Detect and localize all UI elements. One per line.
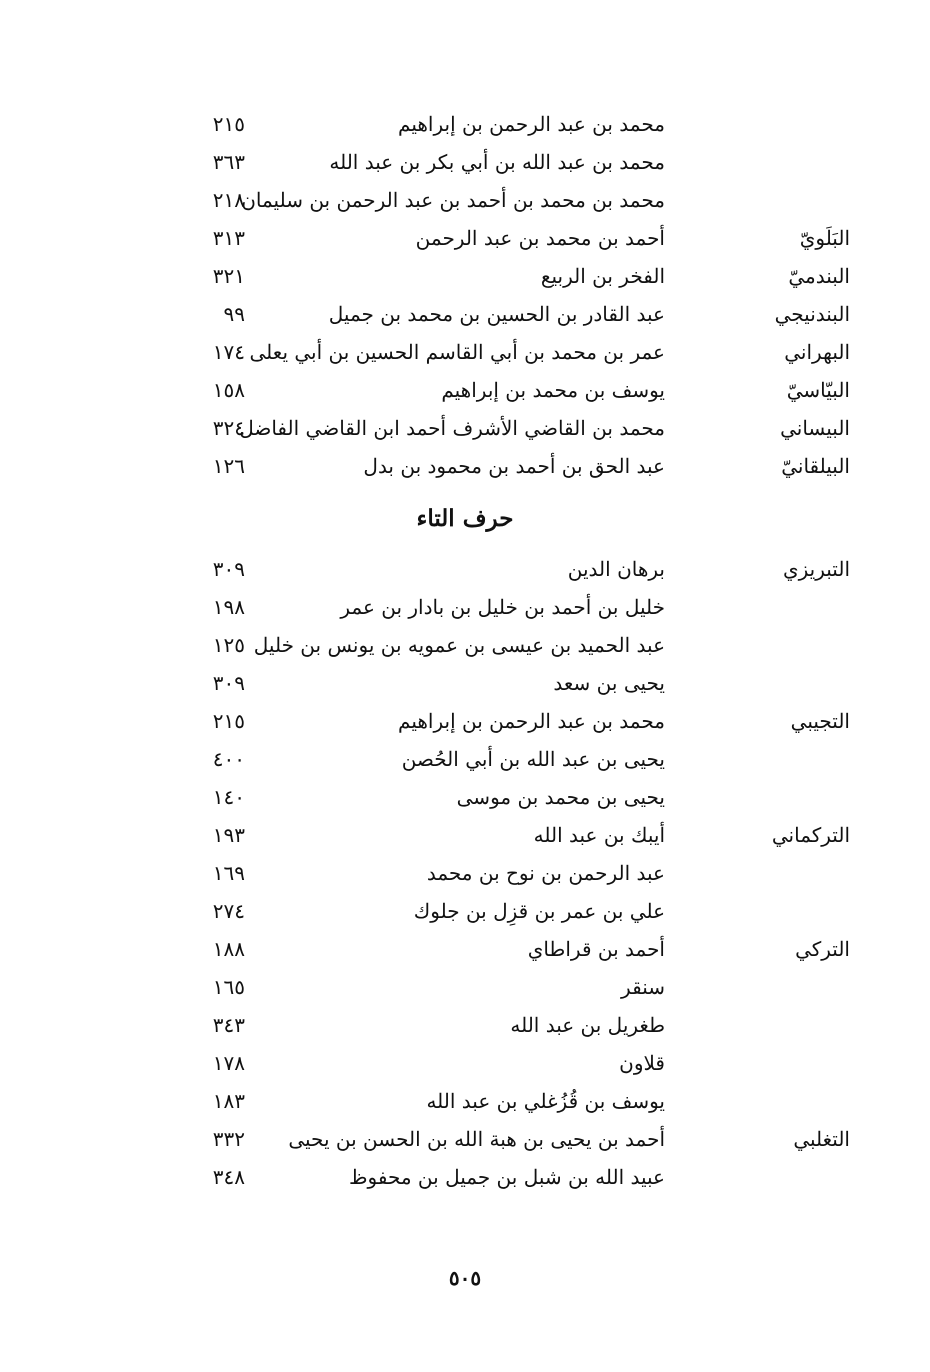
index-entry <box>190 452 860 490</box>
entry-name: عبد الرحمن بن نوح بن محمد <box>426 861 665 885</box>
entry-nisba: التركي <box>795 937 850 961</box>
index-entry <box>190 859 860 897</box>
index-entry <box>190 148 860 186</box>
entry-page: ١٧٤ <box>212 340 245 364</box>
entry-nisba: البيّاسيّ <box>786 378 850 402</box>
entry-page: ١٩٣ <box>212 823 245 847</box>
index-entry <box>190 262 860 300</box>
index-entry <box>190 338 860 376</box>
entry-page: ٤٠٠ <box>212 747 245 771</box>
index-entry <box>190 555 860 593</box>
entry-page: ١٦٩ <box>212 861 245 885</box>
entry-page: ٣٢١ <box>212 264 245 288</box>
index-entry <box>190 1163 860 1201</box>
entry-nisba: البَلَويّ <box>799 226 850 250</box>
index-entry <box>190 631 860 669</box>
index-entry <box>190 745 860 783</box>
entry-nisba: البيلقانيّ <box>781 454 850 478</box>
index-entry <box>190 186 860 224</box>
entry-name: علي بن عمر بن قزِل بن جلوك <box>413 899 665 923</box>
entry-nisba: البهراني <box>784 340 850 364</box>
index-entry <box>190 1087 860 1125</box>
letter-heading: حرف التاء <box>416 505 514 532</box>
entry-page: ٣٠٩ <box>212 557 245 581</box>
entry-name: خليل بن أحمد بن خليل بن بادار بن عمر <box>340 595 665 619</box>
entry-page: ١٨٣ <box>212 1089 245 1113</box>
entry-name: عبد الحق بن أحمد بن محمود بن بدل <box>363 454 665 478</box>
entry-page: ١٢٦ <box>212 454 245 478</box>
entry-nisba: التغلبي <box>793 1127 850 1151</box>
entry-name: يحيى بن عبد الله بن أبي الحُصن <box>401 747 665 771</box>
entry-name: محمد بن محمد بن أحمد بن عبد الرحمن بن سليمان <box>241 188 665 212</box>
entry-page: ١٧٨ <box>212 1051 245 1075</box>
entry-page: ٢١٥ <box>212 709 245 733</box>
index-entry <box>190 669 860 707</box>
entry-name: عبد الحميد بن عيسى بن عمويه بن يونس بن خليل <box>253 633 665 657</box>
entry-name: أيبك بن عبد الله <box>533 823 665 847</box>
index-entry <box>190 783 860 821</box>
index-section-ta <box>190 555 860 1201</box>
index-entry <box>190 821 860 859</box>
entry-name: يوسف بن قُزُغلي بن عبد الله <box>426 1089 665 1113</box>
entry-name: قلاون <box>619 1051 665 1075</box>
entry-page: ٢١٨ <box>212 188 245 212</box>
entry-page: ٢٧٤ <box>212 899 245 923</box>
page-number: ٥٠٥ <box>448 1266 482 1290</box>
entry-name: أحمد بن محمد بن عبد الرحمن <box>415 226 665 250</box>
entry-nisba: التبريزي <box>782 557 850 581</box>
entry-page: ٣٦٣ <box>212 150 245 174</box>
entry-page: ٣٢٤ <box>212 416 245 440</box>
entry-name: محمد بن عبد الرحمن بن إبراهيم <box>398 112 665 136</box>
entry-name: أحمد بن قراطاي <box>527 937 665 961</box>
index-entry <box>190 935 860 973</box>
entry-page: ٣٤٣ <box>212 1013 245 1037</box>
entry-nisba: البيساني <box>780 416 850 440</box>
entry-nisba: التجيبي <box>790 709 850 733</box>
entry-name: يحيى بن سعد <box>553 671 665 695</box>
entry-page: ١٩٨ <box>212 595 245 619</box>
index-entry <box>190 376 860 414</box>
entry-page: ١٨٨ <box>212 937 245 961</box>
entry-page: ١٤٠ <box>212 785 245 809</box>
entry-name: عمر بن محمد بن أبي القاسم الحسين بن أبي يعلى <box>249 340 665 364</box>
entry-name: محمد بن عبد الرحمن بن إبراهيم <box>398 709 665 733</box>
index-entry <box>190 897 860 935</box>
index-entry <box>190 1125 860 1163</box>
entry-page: ٢١٥ <box>212 112 245 136</box>
index-entry <box>190 300 860 338</box>
entry-page: ٩٩ <box>223 302 245 326</box>
entry-nisba: البندميّ <box>788 264 850 288</box>
index-entry <box>190 224 860 262</box>
entry-page: ٣٣٢ <box>212 1127 245 1151</box>
entry-name: يحيى بن محمد بن موسى <box>456 785 665 809</box>
entry-page: ٣٤٨ <box>212 1165 245 1189</box>
entry-name: سنقر <box>621 975 665 999</box>
entry-name: يوسف بن محمد بن إبراهيم <box>441 378 665 402</box>
entry-page: ١٦٥ <box>212 975 245 999</box>
index-entry <box>190 593 860 631</box>
index-entry <box>190 707 860 745</box>
entry-name: عبيد الله بن شبل بن جميل بن محفوظ <box>349 1165 665 1189</box>
entry-name: عبد القادر بن الحسين بن محمد بن جميل <box>328 302 665 326</box>
entry-page: ١٥٨ <box>212 378 245 402</box>
index-entry <box>190 414 860 452</box>
entry-name: محمد بن عبد الله بن أبي بكر بن عبد الله <box>329 150 665 174</box>
entry-name: الفخر بن الربيع <box>540 264 665 288</box>
entry-page: ١٢٥ <box>212 633 245 657</box>
entry-page: ٣٠٩ <box>212 671 245 695</box>
entry-page: ٣١٣ <box>212 226 245 250</box>
entry-name: أحمد بن يحيى بن هبة الله بن الحسن بن يحيى <box>288 1127 665 1151</box>
index-section-ba-continued <box>190 110 860 490</box>
index-entry <box>190 1011 860 1049</box>
entry-name: برهان الدين <box>567 557 665 581</box>
index-entry <box>190 973 860 1011</box>
entry-name: محمد بن القاضي الأشرف أحمد ابن القاضي الفاضل <box>239 416 665 440</box>
index-entry <box>190 1049 860 1087</box>
entry-nisba: التركماني <box>771 823 850 847</box>
entry-name: طغريل بن عبد الله <box>510 1013 665 1037</box>
index-entry <box>190 110 860 148</box>
entry-nisba: البندنيجي <box>774 302 850 326</box>
